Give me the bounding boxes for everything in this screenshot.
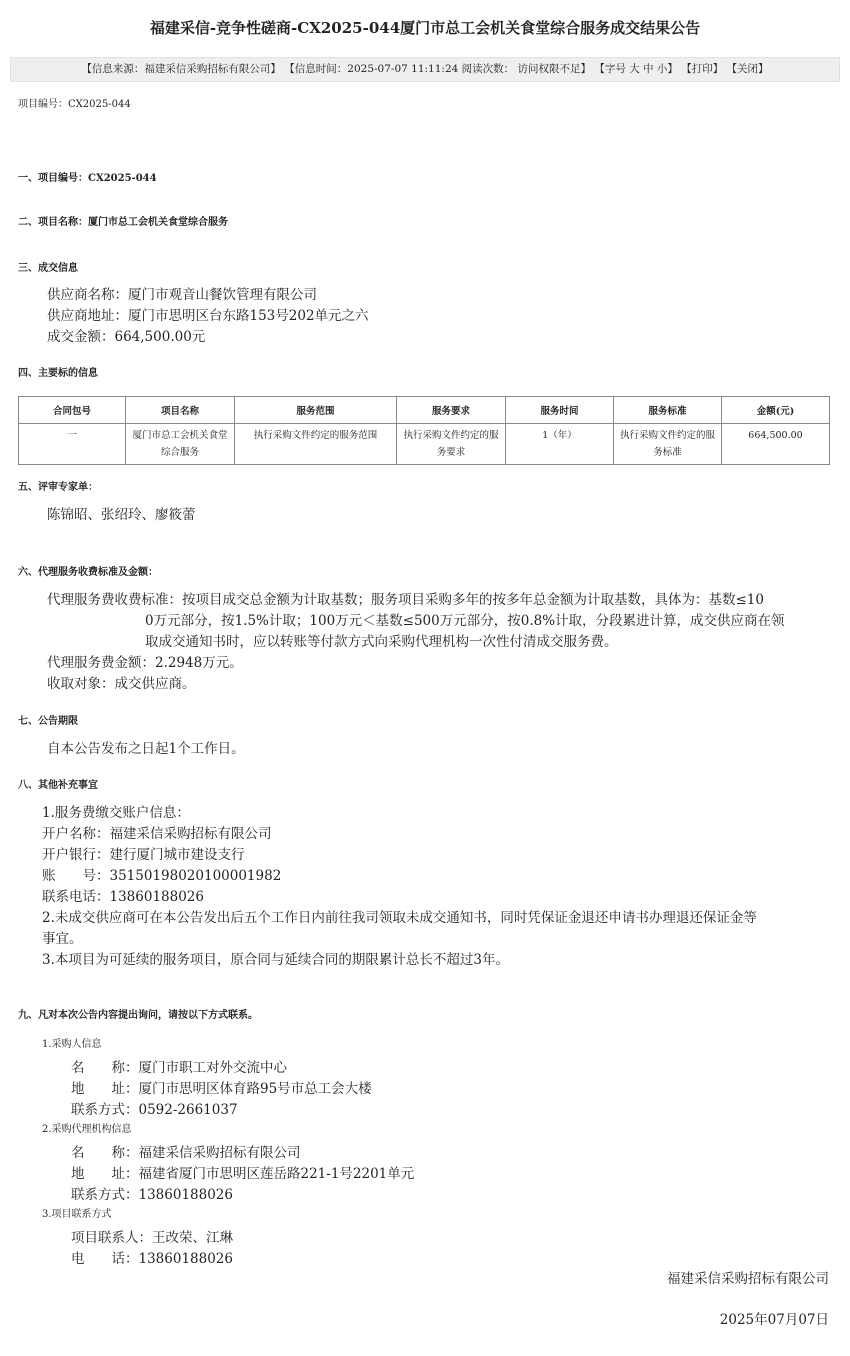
purchaser-name: 名 称：厦门市职工对外交流中心 bbox=[71, 1060, 287, 1076]
col-header: 项目名称 bbox=[126, 397, 235, 424]
table-cell: 执行采购文件约定的服务标准 bbox=[614, 424, 722, 465]
col-header: 金额(元) bbox=[722, 397, 830, 424]
supplier-name: 供应商名称：厦门市观音山餐饮管理有限公司 bbox=[47, 287, 317, 303]
table-cell: 厦门市总工会机关食堂综合服务 bbox=[126, 424, 235, 465]
supplement-line: 2.未成交供应商可在本公告发出后五个工作日内前往我司领取未成交通知书，同时凭保证金退还申请书办理退还保证金等 bbox=[42, 910, 757, 926]
supplement-line: 联系电话：13860188026 bbox=[42, 889, 204, 905]
purchaser-info-heading: 1.采购人信息 bbox=[42, 1039, 102, 1050]
project-contact-heading: 3.项目联系方式 bbox=[42, 1209, 112, 1220]
fee-standard-line: 代理服务费收费标准：按项目成交总金额为计取基数；服务项目采购多年的按多年总金额为计取基数，具体为：基数≤10 bbox=[47, 592, 764, 608]
project-contact-person: 项目联系人：王改荣、江琳 bbox=[71, 1230, 233, 1246]
subject-table bbox=[18, 396, 830, 465]
supplier-address: 供应商地址：厦门市思明区台东路153号202单元之六 bbox=[47, 308, 369, 324]
table-cell: 执行采购文件约定的服务要求 bbox=[397, 424, 506, 465]
col-header: 服务范围 bbox=[235, 397, 397, 424]
col-header: 服务要求 bbox=[397, 397, 506, 424]
supplement-line: 开户名称：福建采信采购招标有限公司 bbox=[42, 826, 272, 842]
table-row bbox=[19, 424, 830, 465]
col-header: 服务标准 bbox=[614, 397, 722, 424]
footer-date: 2025年07月07日 bbox=[719, 1312, 829, 1328]
deal-amount: 成交金额：664,500.00元 bbox=[47, 329, 206, 345]
table-cell: 一 bbox=[19, 424, 126, 465]
supplement-line: 开户银行：建行厦门城市建设支行 bbox=[42, 847, 245, 863]
section-7-heading: 七、公告期限 bbox=[18, 716, 78, 727]
col-header: 服务时间 bbox=[506, 397, 614, 424]
font-large-link[interactable]: 大 bbox=[629, 63, 640, 75]
agency-info-heading: 2.采购代理机构信息 bbox=[42, 1124, 132, 1135]
supplement-line: 3.本项目为可延续的服务项目，原合同与延续合同的期限累计总长不超过3年。 bbox=[42, 952, 509, 968]
project-number: 项目编号：CX2025-044 bbox=[18, 99, 131, 110]
fee-amount: 代理服务费金额：2.2948万元。 bbox=[47, 655, 243, 671]
project-contact-phone: 电 话：13860188026 bbox=[71, 1251, 233, 1267]
expert-list: 陈锦昭、张绍玲、廖筱蕾 bbox=[47, 507, 196, 523]
section-2-heading: 二、项目名称：厦门市总工会机关食堂综合服务 bbox=[18, 217, 228, 228]
fee-standard-line: 取成交通知书时，应以转账等付款方式向采购代理机构一次性付清成交服务费。 bbox=[145, 634, 618, 650]
notice-period: 自本公告发布之日起1个工作日。 bbox=[47, 741, 245, 757]
info-time: 【信息时间：2025-07-07 11:11:24 阅读次数： bbox=[284, 63, 515, 75]
font-medium-link[interactable]: 中 bbox=[643, 63, 654, 75]
section-4-heading: 四、主要标的信息 bbox=[18, 368, 98, 379]
info-source: 【信息来源：福建采信采购招标有限公司】 bbox=[81, 63, 281, 75]
purchaser-contact: 联系方式：0592-2661037 bbox=[71, 1102, 238, 1118]
section-9-heading: 九、凡对本次公告内容提出询问，请按以下方式联系。 bbox=[18, 1010, 258, 1021]
agency-address: 地 址：福建省厦门市思明区莲岳路221-1号2201单元 bbox=[71, 1166, 415, 1182]
col-header: 合同包号 bbox=[19, 397, 126, 424]
print-link[interactable]: 【打印】 bbox=[681, 63, 724, 75]
supplement-line: 1.服务费缴交账户信息： bbox=[42, 805, 190, 821]
table-header-row bbox=[19, 397, 830, 424]
table-cell: 664,500.00 bbox=[722, 424, 830, 465]
table-cell: 执行采购文件约定的服务范围 bbox=[235, 424, 397, 465]
info-access: 访问权限不足】 bbox=[517, 63, 591, 75]
section-6-heading: 六、代理服务收费标准及金额： bbox=[18, 567, 158, 578]
footer-organization: 福建采信采购招标有限公司 bbox=[667, 1271, 829, 1287]
section-3-heading: 三、成交信息 bbox=[18, 263, 78, 274]
close-link[interactable]: 【关闭】 bbox=[726, 63, 769, 75]
info-bar bbox=[10, 57, 840, 82]
supplement-line: 事宜。 bbox=[42, 931, 83, 947]
section-5-heading: 五、评审专家单： bbox=[18, 482, 98, 493]
fee-standard-line: 0万元部分，按1.5%计取；100万元＜基数≤500万元部分，按0.8%计取，分段累进计算，成交供应商在领 bbox=[145, 613, 785, 629]
section-8-heading: 八、其他补充事宜 bbox=[18, 780, 98, 791]
agency-contact: 联系方式：13860188026 bbox=[71, 1187, 233, 1203]
fee-target: 收取对象：成交供应商。 bbox=[47, 676, 196, 692]
table-cell: 1（年） bbox=[506, 424, 614, 465]
page-title: 福建采信-竞争性磋商-CX2025-044厦门市总工会机关食堂综合服务成交结果公告 bbox=[149, 19, 701, 37]
section-1-heading: 一、项目编号：CX2025-044 bbox=[18, 173, 157, 184]
font-size-label: 【字号 bbox=[594, 63, 626, 75]
supplement-line: 账 号：35150198020100001982 bbox=[42, 868, 282, 884]
agency-name: 名 称：福建采信采购招标有限公司 bbox=[71, 1145, 301, 1161]
purchaser-address: 地 址：厦门市思明区体育路95号市总工会大楼 bbox=[71, 1081, 372, 1097]
font-small-link[interactable]: 小】 bbox=[656, 63, 678, 75]
